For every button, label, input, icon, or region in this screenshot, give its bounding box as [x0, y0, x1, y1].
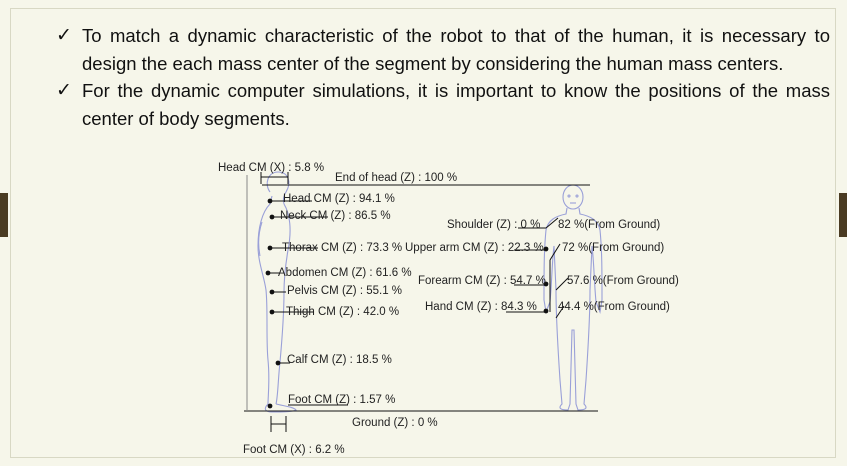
- forearm-label: Forearm CM (Z) : 54.7 %: [418, 275, 546, 287]
- end-of-head-label: End of head (Z) : 100 %: [335, 172, 458, 184]
- bullet-text: For the dynamic computer simulations, it is important to know the positions of the mass center of body segments.: [82, 80, 830, 129]
- forearm-ground-label: 57.6 %(From Ground): [567, 275, 679, 287]
- foot-cm-z-label: Foot CM (Z) : 1.57 %: [288, 394, 396, 406]
- head-cm-z-label: Head CM (Z) : 94.1 %: [283, 193, 395, 205]
- shoulder-label: Shoulder (Z) : 0 %: [447, 219, 541, 231]
- thigh-cm-label: Thigh CM (Z) : 42.0 %: [286, 306, 400, 318]
- ground-label: Ground (Z) : 0 %: [352, 417, 438, 429]
- abdomen-cm-label: Abdomen CM (Z) : 61.6 %: [278, 267, 412, 279]
- bullet-text: To match a dynamic characteristic of the robot to that of the human, it is necessary to design the each mass center of the segment by considering the human mass centers.: [82, 25, 830, 74]
- hand-ground-label: 44.4 %(From Ground): [558, 301, 670, 313]
- head-cm-x-label: Head CM (X) : 5.8 %: [218, 162, 325, 174]
- upper-arm-ground-label: 72 %(From Ground): [562, 242, 665, 254]
- hand-label: Hand CM (Z) : 84.3 %: [425, 301, 537, 313]
- check-icon: ✓: [56, 25, 72, 46]
- foot-cm-x-label: Foot CM (X) : 6.2 %: [243, 444, 345, 456]
- pelvis-cm-label: Pelvis CM (Z) : 55.1 %: [287, 285, 403, 297]
- calf-cm-label: Calf CM (Z) : 18.5 %: [287, 354, 392, 366]
- upper-arm-label: Upper arm CM (Z) : 22.3 %: [405, 242, 544, 254]
- thorax-cm-label: Thorax CM (Z) : 73.3 %: [282, 242, 403, 254]
- shoulder-ground-label: 82 %(From Ground): [558, 219, 661, 231]
- neck-cm-label: Neck CM (Z) : 86.5 %: [280, 210, 391, 222]
- check-icon: ✓: [56, 80, 72, 101]
